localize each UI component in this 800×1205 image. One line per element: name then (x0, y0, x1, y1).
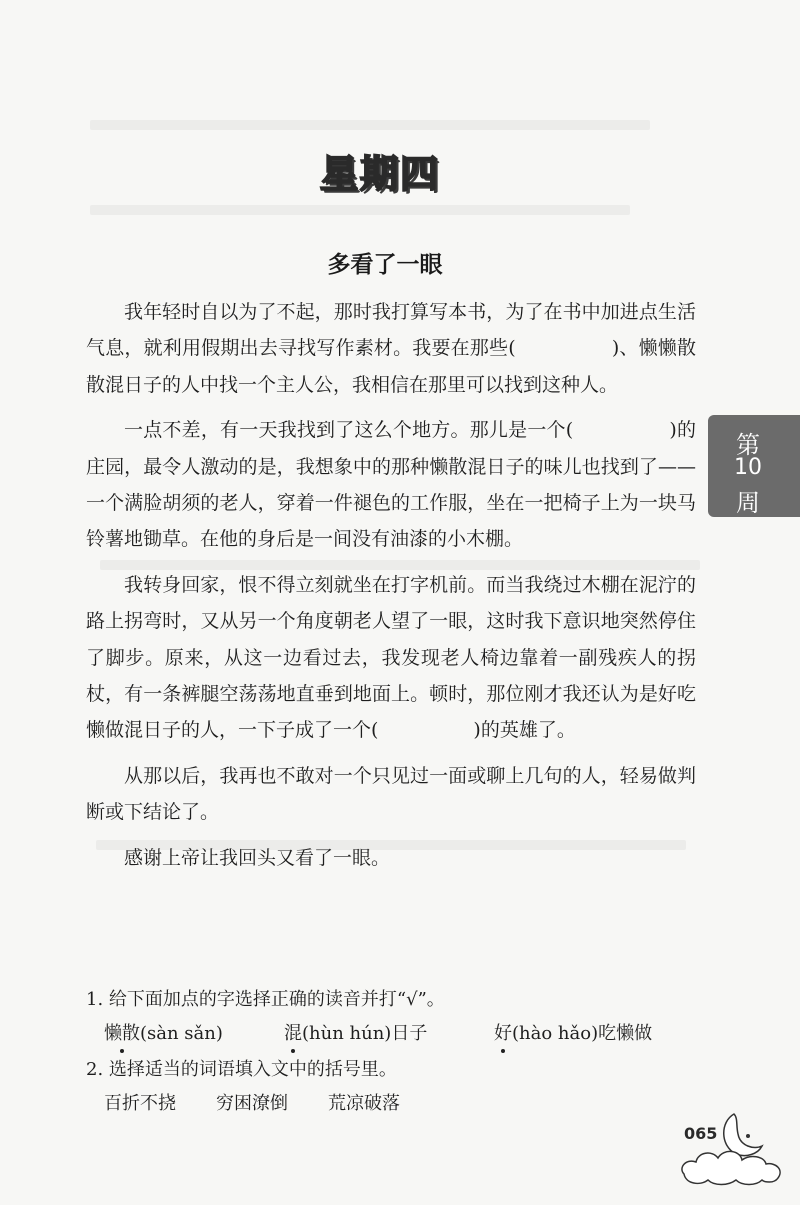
word-option: 穷困潦倒 (216, 1093, 288, 1114)
question-1: 1. 给下面加点的字选择正确的读音并打“√”。 (86, 989, 445, 1010)
page-number-decoration (676, 1108, 788, 1188)
paragraph: 我年轻时自以为了不起，那时我打算写本书，为了在书中加进点生活气息，就利用假期出去寻找写作素材。我要在那些( )、懒懒散散混日子的人中找一个主人公，我相信在那里可以找到这种人。 (86, 301, 696, 396)
moon-cloud-icon (676, 1108, 788, 1188)
dotted-char: 好 (494, 1019, 512, 1049)
question-2: 2. 选择适当的词语填入文中的括号里。 (86, 1059, 397, 1080)
pinyin-option (494, 1019, 652, 1049)
word-option: 荒凉破落 (328, 1093, 400, 1114)
week-tab-prefix: 第 (736, 431, 760, 459)
pinyin-choices: (hùn hún)日子 (302, 1023, 428, 1044)
word-option: 百折不挠 (104, 1093, 176, 1114)
pinyin-option (284, 1019, 494, 1049)
show-through-mark (90, 205, 630, 215)
week-tab-suffix: 周 (736, 489, 760, 517)
article-body (86, 294, 696, 876)
exercise-section (86, 985, 696, 1125)
dotted-char: 混 (284, 1019, 302, 1049)
question-2-options (86, 1089, 696, 1119)
pinyin-choices: (sàn sǎn) (140, 1023, 223, 1044)
week-tab-number: 10 (734, 455, 762, 480)
pinyin-option (104, 1019, 284, 1049)
pinyin-choices: (hào hǎo)吃懒做 (512, 1023, 653, 1044)
paragraph: 从那以后，我再也不敢对一个只见过一面或聊上几句的人，轻易做判断或下结论了。 (86, 764, 696, 824)
question-1-options (86, 1019, 696, 1049)
paragraph: 一点不差，有一天我找到了这么个地方。那儿是一个( )的庄园，最令人激动的是，我想象中的那种懒散混日子的味儿也找到了——一个满脸胡须的老人，穿着一件褪色的工作服，坐在一把椅子上为一块马铃薯地锄草。在他的身后是一间没有油漆的小木棚。 (86, 419, 696, 551)
page-number: 065 (684, 1124, 718, 1143)
dotted-char: 懒散 (104, 1019, 140, 1049)
week-tab (708, 415, 800, 517)
article-title: 多看了一眼 (327, 252, 443, 278)
show-through-mark (90, 120, 650, 130)
paragraph: 我转身回家，恨不得立刻就坐在打字机前。而当我绕过木棚在泥泞的路上拐弯时，又从另一个角度朝老人望了一眼，这时我下意识地突然停住了脚步。原来，从这一边看过去，我发现老人椅边靠着一副残疾人的拐杖，有一条裤腿空荡荡地直垂到地面上。顿时，那位刚才我还认为是好吃懒做混日子的人，一下子成了一个( )的英雄了。 (86, 573, 696, 742)
paragraph: 感谢上帝让我回头又看了一眼。 (124, 846, 391, 869)
day-heading: 星期四 (319, 152, 440, 196)
